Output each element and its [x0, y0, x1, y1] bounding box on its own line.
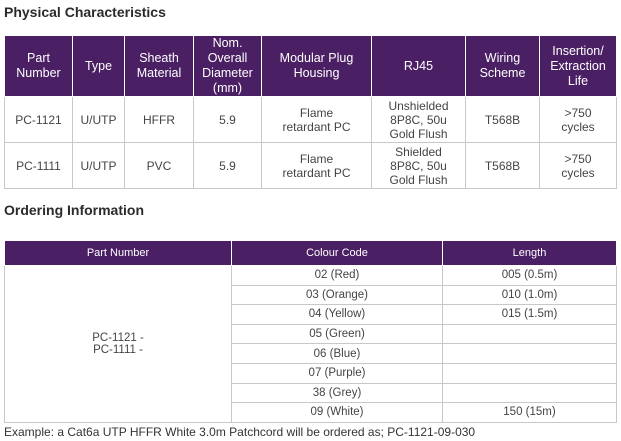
table-cell: Flame retardant PC — [262, 143, 372, 189]
column-header: Sheath Material — [125, 36, 194, 97]
ordering-example: Example: a Cat6a UTP HFFR White 3.0m Patchcord will be ordered as; PC-1121-09-030 — [4, 425, 476, 439]
colour-code-cell: 38 (Grey) — [232, 383, 443, 403]
part-number-cell: PC-1121 - PC-1111 - — [5, 266, 232, 423]
length-cell — [443, 383, 617, 403]
table-cell: U/UTP — [73, 97, 125, 143]
colour-code-cell: 03 (Orange) — [232, 285, 443, 305]
length-cell: 150 (15m) — [443, 403, 617, 423]
length-cell — [443, 324, 617, 344]
table-header-row — [5, 36, 617, 97]
physical-characteristics-table — [4, 35, 617, 189]
length-cell: 010 (1.0m) — [443, 285, 617, 305]
column-header: Nom. Overall Diameter (mm) — [194, 36, 262, 97]
column-header: Insertion/ Extraction Life — [540, 36, 617, 97]
ordering-information-heading: Ordering Information — [4, 202, 144, 218]
table-cell: HFFR — [125, 97, 194, 143]
ordering-information-table — [4, 240, 617, 423]
length-cell — [443, 344, 617, 364]
colour-code-cell: 06 (Blue) — [232, 344, 443, 364]
length-cell: 005 (0.5m) — [443, 266, 617, 286]
table-cell: PVC — [125, 143, 194, 189]
table-cell: >750 cycles — [540, 143, 617, 189]
table-cell: >750 cycles — [540, 97, 617, 143]
table-cell: T568B — [466, 143, 540, 189]
table-cell: T568B — [466, 97, 540, 143]
colour-code-cell: 02 (Red) — [232, 266, 443, 286]
length-cell: 015 (1.5m) — [443, 305, 617, 325]
colour-code-cell: 04 (Yellow) — [232, 305, 443, 325]
table-cell: Flame retardant PC — [262, 97, 372, 143]
table-row — [5, 266, 617, 286]
table-cell: U/UTP — [73, 143, 125, 189]
table-cell: Unshielded 8P8C, 50u Gold Flush — [372, 97, 466, 143]
column-header: Part Number — [5, 241, 232, 266]
colour-code-cell: 09 (White) — [232, 403, 443, 423]
table-row — [5, 143, 617, 189]
column-header: Colour Code — [232, 241, 443, 266]
colour-code-cell: 05 (Green) — [232, 324, 443, 344]
physical-characteristics-heading: Physical Characteristics — [4, 4, 166, 20]
table-cell: PC-1111 — [5, 143, 73, 189]
table-row — [5, 97, 617, 143]
column-header: RJ45 — [372, 36, 466, 97]
column-header: Type — [73, 36, 125, 97]
table-header-row — [5, 241, 617, 266]
table-cell: 5.9 — [194, 97, 262, 143]
length-cell — [443, 363, 617, 383]
colour-code-cell: 07 (Purple) — [232, 363, 443, 383]
column-header: Wiring Scheme — [466, 36, 540, 97]
column-header: Part Number — [5, 36, 73, 97]
table-cell: Shielded 8P8C, 50u Gold Flush — [372, 143, 466, 189]
table-cell: 5.9 — [194, 143, 262, 189]
table-cell: PC-1121 — [5, 97, 73, 143]
column-header: Length — [443, 241, 617, 266]
column-header: Modular Plug Housing — [262, 36, 372, 97]
